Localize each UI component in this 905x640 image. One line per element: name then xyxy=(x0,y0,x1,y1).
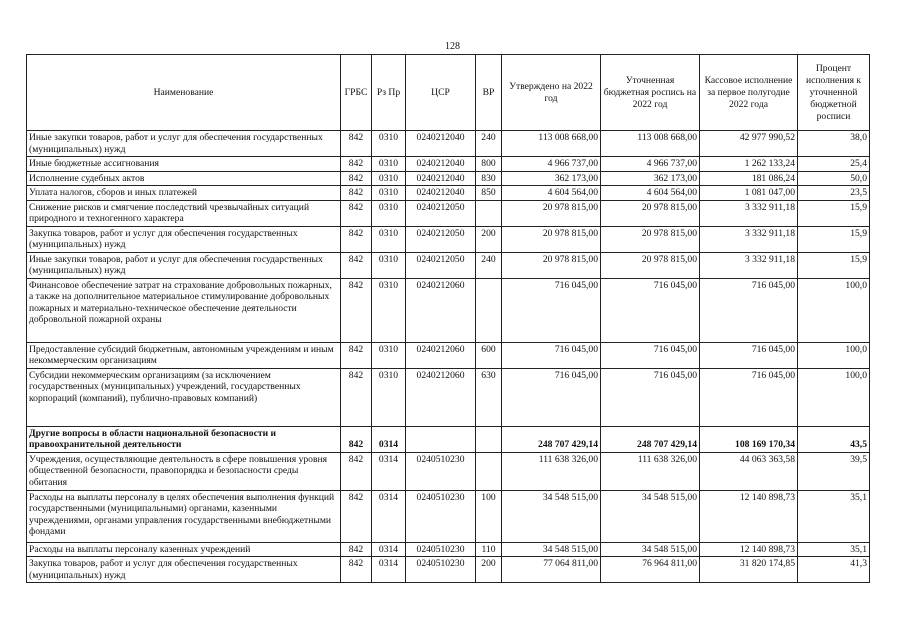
header-approved: Утверждено на 2022 год xyxy=(502,55,601,131)
row-refined: 20 978 815,00 xyxy=(601,252,700,278)
row-name: Учреждения, осуществляющие деятельность в сфере повышения уровня общественной безопасности, правопорядка и безопасности среды обитания xyxy=(27,452,341,490)
row-grbs: 842 xyxy=(341,542,372,557)
row-rzpr: 0310 xyxy=(372,186,406,201)
table-row xyxy=(27,186,870,201)
row-name: Финансовое обеспечение затрат на страхование добровольных пожарных, а также на дополнительное материальное стимулирование добровольных пожарных и материально-техническое обеспечение деятельности добровольной пожарной охраны xyxy=(27,278,341,342)
row-name: Иные бюджетные ассигнования xyxy=(27,157,341,172)
row-refined: 20 978 815,00 xyxy=(601,226,700,252)
row-refined: 4 966 737,00 xyxy=(601,157,700,172)
row-percent: 15,9 xyxy=(798,226,870,252)
row-rzpr: 0310 xyxy=(372,131,406,157)
row-refined: 76 964 811,00 xyxy=(601,557,700,583)
row-approved: 34 548 515,00 xyxy=(502,542,601,557)
row-cash: 108 169 170,34 xyxy=(700,426,798,452)
row-vr xyxy=(476,200,502,226)
row-cash: 716 045,00 xyxy=(700,342,798,368)
header-percent: Процент исполнения к уточненной бюджетной росписи xyxy=(798,55,870,131)
row-percent: 25,4 xyxy=(798,157,870,172)
page-number: 128 xyxy=(445,41,460,52)
row-rzpr: 0310 xyxy=(372,226,406,252)
row-name: Исполнение судебных актов xyxy=(27,171,341,186)
table-row xyxy=(27,490,870,542)
row-name: Снижение рисков и смягчение последствий чрезвычайных ситуаций природного и техногенного характера xyxy=(27,200,341,226)
row-vr: 240 xyxy=(476,131,502,157)
row-vr: 850 xyxy=(476,186,502,201)
row-vr xyxy=(476,426,502,452)
row-csr: 0240212040 xyxy=(406,131,476,157)
row-rzpr: 0314 xyxy=(372,426,406,452)
table-row xyxy=(27,452,870,490)
row-name: Расходы на выплаты персоналу в целях обеспечения выполнения функций государственными (муниципальными) органами, казенными учреждениями, органами управления государственными внебюджетными фондами xyxy=(27,490,341,542)
table-row xyxy=(27,368,870,426)
budget-execution-table xyxy=(26,54,870,583)
row-name: Иные закупки товаров, работ и услуг для обеспечения государственных (муниципальных) нужд xyxy=(27,252,341,278)
row-percent: 15,9 xyxy=(798,252,870,278)
row-rzpr: 0314 xyxy=(372,452,406,490)
row-rzpr: 0310 xyxy=(372,342,406,368)
row-refined: 716 045,00 xyxy=(601,368,700,426)
row-name: Закупка товаров, работ и услуг для обеспечения государственных (муниципальных) нужд xyxy=(27,557,341,583)
header-name: Наименование xyxy=(27,55,341,131)
row-rzpr: 0310 xyxy=(372,368,406,426)
row-grbs: 842 xyxy=(341,342,372,368)
row-vr xyxy=(476,278,502,342)
row-cash: 31 820 174,85 xyxy=(700,557,798,583)
row-grbs: 842 xyxy=(341,490,372,542)
row-rzpr: 0314 xyxy=(372,557,406,583)
row-approved: 248 707 429,14 xyxy=(502,426,601,452)
row-approved: 716 045,00 xyxy=(502,278,601,342)
row-percent: 35,1 xyxy=(798,542,870,557)
row-refined: 34 548 515,00 xyxy=(601,542,700,557)
row-rzpr: 0310 xyxy=(372,157,406,172)
row-cash: 1 262 133,24 xyxy=(700,157,798,172)
row-percent: 15,9 xyxy=(798,200,870,226)
table-row xyxy=(27,226,870,252)
row-name: Закупка товаров, работ и услуг для обеспечения государственных (муниципальных) нужд xyxy=(27,226,341,252)
row-rzpr: 0310 xyxy=(372,171,406,186)
row-approved: 20 978 815,00 xyxy=(502,252,601,278)
row-csr: 0240212040 xyxy=(406,186,476,201)
row-vr: 100 xyxy=(476,490,502,542)
row-grbs: 842 xyxy=(341,200,372,226)
row-grbs: 842 xyxy=(341,131,372,157)
row-grbs: 842 xyxy=(341,426,372,452)
row-refined: 248 707 429,14 xyxy=(601,426,700,452)
row-cash: 12 140 898,73 xyxy=(700,542,798,557)
row-vr: 830 xyxy=(476,171,502,186)
row-csr: 0240212050 xyxy=(406,200,476,226)
row-cash: 44 063 363,58 xyxy=(700,452,798,490)
row-csr: 0240212050 xyxy=(406,252,476,278)
row-csr: 0240212050 xyxy=(406,226,476,252)
table-header-row xyxy=(27,55,870,131)
row-name: Субсидии некоммерческим организациям (за исключением государственных (муниципальных) учреждений, государственных корпораций (компаний), публично-правовых компаний) xyxy=(27,368,341,426)
row-percent: 100,0 xyxy=(798,278,870,342)
row-approved: 77 064 811,00 xyxy=(502,557,601,583)
row-vr: 600 xyxy=(476,342,502,368)
row-refined: 20 978 815,00 xyxy=(601,200,700,226)
row-name: Предоставление субсидий бюджетным, автономным учреждениям и иным некоммерческим организациям xyxy=(27,342,341,368)
row-percent: 35,1 xyxy=(798,490,870,542)
row-refined: 362 173,00 xyxy=(601,171,700,186)
row-grbs: 842 xyxy=(341,452,372,490)
row-percent: 38,0 xyxy=(798,131,870,157)
header-rzpr: Рз Пр xyxy=(372,55,406,131)
row-refined: 34 548 515,00 xyxy=(601,490,700,542)
row-cash: 3 332 911,18 xyxy=(700,252,798,278)
header-cash: Кассовое исполнение за первое полугодие 2022 года xyxy=(700,55,798,131)
row-cash: 716 045,00 xyxy=(700,368,798,426)
header-vr: ВР xyxy=(476,55,502,131)
row-percent: 43,5 xyxy=(798,426,870,452)
row-approved: 716 045,00 xyxy=(502,342,601,368)
row-vr: 800 xyxy=(476,157,502,172)
row-cash: 3 332 911,18 xyxy=(700,226,798,252)
row-percent: 100,0 xyxy=(798,368,870,426)
row-csr xyxy=(406,426,476,452)
row-approved: 20 978 815,00 xyxy=(502,226,601,252)
row-name: Расходы на выплаты персоналу казенных учреждений xyxy=(27,542,341,557)
row-approved: 362 173,00 xyxy=(502,171,601,186)
row-name: Иные закупки товаров, работ и услуг для обеспечения государственных (муниципальных) нужд xyxy=(27,131,341,157)
header-grbs: ГРБС xyxy=(341,55,372,131)
row-refined: 111 638 326,00 xyxy=(601,452,700,490)
row-grbs: 842 xyxy=(341,186,372,201)
row-approved: 4 966 737,00 xyxy=(502,157,601,172)
row-grbs: 842 xyxy=(341,368,372,426)
table-row xyxy=(27,200,870,226)
row-cash: 1 081 047,00 xyxy=(700,186,798,201)
row-grbs: 842 xyxy=(341,252,372,278)
row-rzpr: 0310 xyxy=(372,200,406,226)
row-grbs: 842 xyxy=(341,157,372,172)
row-percent: 39,5 xyxy=(798,452,870,490)
row-percent: 100,0 xyxy=(798,342,870,368)
row-csr: 0240510230 xyxy=(406,542,476,557)
table-row xyxy=(27,157,870,172)
row-grbs: 842 xyxy=(341,557,372,583)
row-grbs: 842 xyxy=(341,171,372,186)
row-percent: 23,5 xyxy=(798,186,870,201)
table-row xyxy=(27,278,870,342)
row-grbs: 842 xyxy=(341,278,372,342)
table-row xyxy=(27,252,870,278)
row-cash: 716 045,00 xyxy=(700,278,798,342)
row-csr: 0240212060 xyxy=(406,342,476,368)
row-approved: 113 008 668,00 xyxy=(502,131,601,157)
row-name: Уплата налогов, сборов и иных платежей xyxy=(27,186,341,201)
row-grbs: 842 xyxy=(341,226,372,252)
table-row xyxy=(27,171,870,186)
row-refined: 4 604 564,00 xyxy=(601,186,700,201)
row-refined: 113 008 668,00 xyxy=(601,131,700,157)
row-rzpr: 0310 xyxy=(372,252,406,278)
row-cash: 181 086,24 xyxy=(700,171,798,186)
table-row xyxy=(27,557,870,583)
row-cash: 12 140 898,73 xyxy=(700,490,798,542)
table-row xyxy=(27,542,870,557)
row-vr: 200 xyxy=(476,226,502,252)
row-cash: 42 977 990,52 xyxy=(700,131,798,157)
row-csr: 0240212060 xyxy=(406,368,476,426)
row-csr: 0240510230 xyxy=(406,490,476,542)
row-approved: 4 604 564,00 xyxy=(502,186,601,201)
row-vr: 110 xyxy=(476,542,502,557)
row-vr: 630 xyxy=(476,368,502,426)
header-csr: ЦСР xyxy=(406,55,476,131)
row-rzpr: 0310 xyxy=(372,278,406,342)
row-refined: 716 045,00 xyxy=(601,278,700,342)
row-csr: 0240212060 xyxy=(406,278,476,342)
row-rzpr: 0314 xyxy=(372,490,406,542)
row-percent: 50,0 xyxy=(798,171,870,186)
row-cash: 3 332 911,18 xyxy=(700,200,798,226)
table-row xyxy=(27,131,870,157)
row-csr: 0240212040 xyxy=(406,171,476,186)
row-vr: 200 xyxy=(476,557,502,583)
table-row-section-total xyxy=(27,426,870,452)
row-approved: 111 638 326,00 xyxy=(502,452,601,490)
row-approved: 716 045,00 xyxy=(502,368,601,426)
row-csr: 0240212040 xyxy=(406,157,476,172)
row-name: Другие вопросы в области национальной безопасности и правоохранительной деятельности xyxy=(27,426,341,452)
row-refined: 716 045,00 xyxy=(601,342,700,368)
row-vr: 240 xyxy=(476,252,502,278)
table-row xyxy=(27,342,870,368)
row-approved: 34 548 515,00 xyxy=(502,490,601,542)
row-percent: 41,3 xyxy=(798,557,870,583)
header-refined: Уточненная бюджетная роспись на 2022 год xyxy=(601,55,700,131)
row-csr: 0240510230 xyxy=(406,452,476,490)
row-csr: 0240510230 xyxy=(406,557,476,583)
row-rzpr: 0314 xyxy=(372,542,406,557)
row-vr xyxy=(476,452,502,490)
row-approved: 20 978 815,00 xyxy=(502,200,601,226)
